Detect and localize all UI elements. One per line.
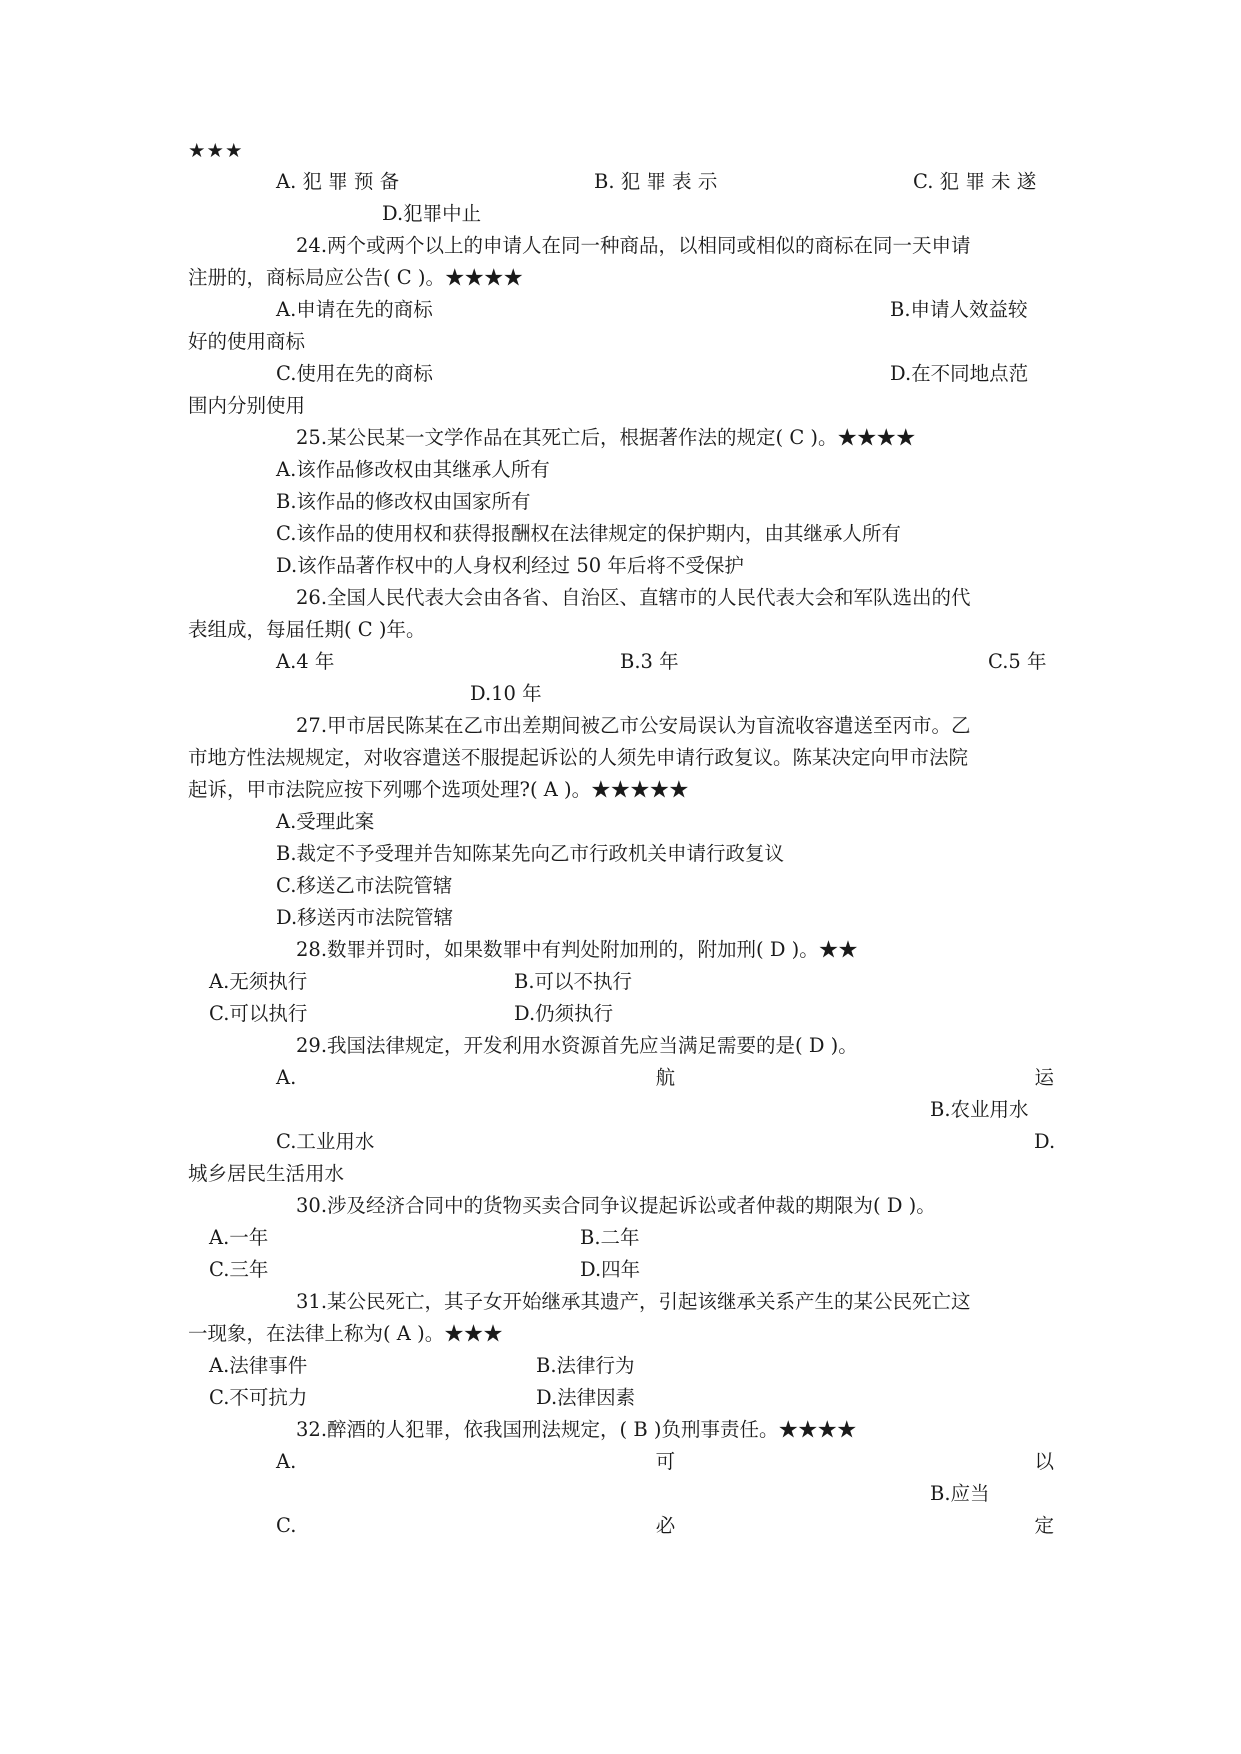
q27-option-d: D.移送丙市法院管辖: [276, 906, 454, 929]
q25-option-d: D.该作品著作权中的人身权利经过 50 年后将不受保护: [276, 554, 744, 577]
option-a: A. 犯 罪 预 备: [276, 170, 400, 193]
question-24-line2: 注册的，商标局应公告( C )。★★★★: [188, 266, 524, 289]
q28-option-c: C.可以执行: [209, 1002, 308, 1025]
q29-option-a: [276, 1062, 1054, 1095]
q32-option-a: [276, 1446, 1054, 1479]
q26-option-b: B.3 年: [620, 650, 679, 673]
question-31-line2: 一现象，在法律上称为( A )。★★★: [188, 1322, 503, 1345]
q32-option-a-letter: A.: [276, 1450, 297, 1473]
q29-option-d-letter: D.: [1034, 1130, 1056, 1153]
question-27-line3: 起诉，甲市法院应按下列哪个选项处理?( A )。★★★★★: [188, 778, 689, 801]
q31-option-a: A.法律事件: [209, 1354, 308, 1377]
q32-option-c-letter: C.: [276, 1514, 297, 1537]
q32-option-c-text1: 必: [655, 1514, 676, 1537]
q29-option-d-text: 城乡居民生活用水: [188, 1162, 345, 1185]
q26-option-d: D.10 年: [470, 682, 542, 705]
question-26-line2: 表组成，每届任期( C )年。: [188, 618, 426, 641]
q29-option-b: B.农业用水: [930, 1098, 1029, 1121]
q27-option-a: A.受理此案: [276, 810, 375, 833]
q26-option-a: A.4 年: [276, 650, 335, 673]
q30-option-a: A.一年: [209, 1226, 269, 1249]
question-26-line1: 26.全国人民代表大会由各省、自治区、直辖市的人民代表大会和军队选出的代: [296, 586, 971, 609]
question-30: 30.涉及经济合同中的货物买卖合同争议提起诉讼或者仲裁的期限为( D )。: [296, 1194, 936, 1217]
q31-option-d: D.法律因素: [536, 1386, 636, 1409]
q27-option-b: B.裁定不予受理并告知陈某先向乙市行政机关申请行政复议: [276, 842, 785, 865]
question-29: 29.我国法律规定，开发利用水资源首先应当满足需要的是( D )。: [296, 1034, 858, 1057]
q30-option-d: D.四年: [580, 1258, 641, 1281]
q32-option-a-text1: 可: [655, 1450, 676, 1473]
question-28: 28.数罪并罚时，如果数罪中有判处附加刑的，附加刑( D )。★★: [296, 938, 858, 961]
option-c: C. 犯 罪 未 遂: [913, 170, 1037, 193]
question-31-line1: 31.某公民死亡，其子女开始继承其遗产，引起该继承关系产生的某公民死亡这: [296, 1290, 971, 1313]
question-27-line1: 27.甲市居民陈某在乙市出差期间被乙市公安局误认为盲流收容遣送至丙市。乙: [296, 714, 971, 737]
q28-option-b: B.可以不执行: [514, 970, 633, 993]
option-d: D.犯罪中止: [382, 202, 482, 225]
q25-option-b: B.该作品的修改权由国家所有: [276, 490, 531, 513]
q32-option-c-text2: 定: [1034, 1514, 1054, 1537]
q30-option-b: B.二年: [580, 1226, 640, 1249]
question-25: 25.某公民某一文学作品在其死亡后，根据著作法的规定( C )。★★★★: [296, 426, 916, 449]
q32-option-b: B.应当: [930, 1482, 990, 1505]
q29-option-a-text1: 航: [655, 1066, 676, 1089]
option-b: B. 犯 罪 表 示: [594, 170, 718, 193]
q24-option-a: A.申请在先的商标: [276, 298, 433, 321]
q25-option-a: A.该作品修改权由其继承人所有: [276, 458, 550, 481]
q28-option-a: A.无须执行: [209, 970, 308, 993]
q24-option-c: C.使用在先的商标: [276, 362, 433, 385]
q32-option-a-text2: 以: [1034, 1450, 1054, 1473]
q26-option-c: C.5 年: [988, 650, 1047, 673]
q29-option-a-text2: 运: [1034, 1066, 1054, 1089]
q29-option-a-letter: A.: [276, 1066, 297, 1089]
q30-option-c: C.三年: [209, 1258, 269, 1281]
q28-option-d: D.仍须执行: [514, 1002, 614, 1025]
q31-option-c: C.不可抗力: [209, 1386, 308, 1409]
question-24-line1: 24.两个或两个以上的申请人在同一种商品，以相同或相似的商标在同一天申请: [296, 234, 971, 257]
q27-option-c: C.移送乙市法院管辖: [276, 874, 453, 897]
q24-option-d: D.在不同地点范: [890, 362, 1029, 385]
question-32: 32.醉酒的人犯罪，依我国刑法规定，( B )负刑事责任。★★★★: [296, 1418, 857, 1441]
question-27-line2: 市地方性法规规定，对收容遣送不服提起诉讼的人须先申请行政复议。陈某决定向甲市法院: [188, 746, 969, 769]
q24-option-d-cont: 围内分别使用: [188, 394, 306, 417]
difficulty-stars: ★★★: [188, 139, 244, 162]
q31-option-b: B.法律行为: [536, 1354, 635, 1377]
q24-option-b: B.申请人效益较: [890, 298, 1028, 321]
q29-option-c: C.工业用水: [276, 1130, 375, 1153]
q32-option-c: [276, 1510, 1054, 1543]
q24-option-b-cont: 好的使用商标: [188, 330, 306, 353]
q25-option-c: C.该作品的使用权和获得报酬权在法律规定的保护期内，由其继承人所有: [276, 522, 901, 545]
